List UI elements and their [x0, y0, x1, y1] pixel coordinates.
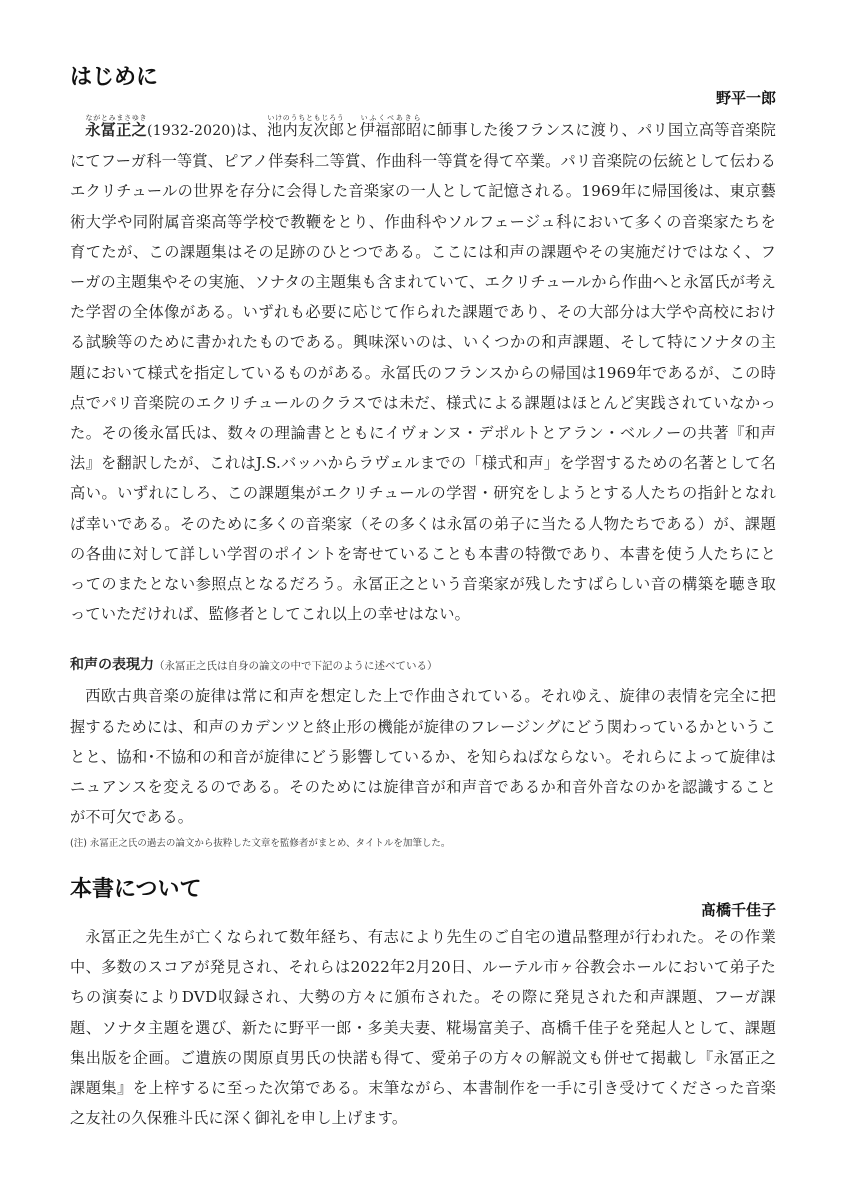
about-book-section: [70, 874, 776, 1133]
about-book-title: 本書について: [70, 877, 202, 902]
intro-text-c: に師事した後フランスに渡り、パリ国立高等音楽院にてフーガ科一等賞、ピアノ伴奏科二等賞、作曲科一等賞を得て卒業。パリ音楽院の伝統として伝わるエクリチュールの世界を存分に会得した音楽家の一人として記憶される。1969年に帰国後は、東京藝術大学や同附属音楽高等学校で教鞭をとり、作曲科やソルフェージュ科において多くの音楽家たちを育てたが、この課題集はその足跡のひとつである。ここには和声の課題やその実施だけではなく、フーガの主題集やその実施、ソナタの主題集も含まれていて、エクリチュールから作曲へと永冨氏が考えた学習の全体像がある。いずれも必要に応じて作られた課題であり、その大部分は大学や高校における試験等のために書かれたものである。興味深いのは、いくつかの和声課題、そして特にソナタの主題において様式を指定しているものがある。永冨氏のフランスからの帰国は1969年であるが、この時点でパリ音楽院のエクリチュールのクラスでは未だ、様式による課題はほとんど実践されていなかった。その後永冨氏は、数々の理論書とともにイヴォンヌ・デポルトとアラン・ベルノーの共著『和声法』を翻訳したが、これはJ.S.バッハからラヴェルまでの「様式和声」を学習するための名著として名高い。いずれにしろ、この課題集がエクリチュールの学習・研究をしようとする人たちの指針となれば幸いである。そのために多くの音楽家（その多くは永冨の弟子に当たる人物たちである）が、課題の各曲に対して詳しい学習のポイントを寄せていることも本書の特徴であり、本書を使う人たちにとってのまたとない参照点となるだろう。永冨正之という音楽家が残したすばらしい音の構築を聴き取っていただければ、監修者としてこれ以上の幸せはない。: [70, 121, 777, 624]
lifespan: (1932-2020): [146, 123, 237, 139]
intro-section: [70, 62, 776, 852]
harmony-heading-note: （永冨正之氏は自身の論文の中で下記のように述べている）: [154, 660, 438, 673]
teacher-2-ruby: いふくべあきら: [359, 114, 422, 122]
about-book-heading-row: [70, 874, 776, 919]
teacher-1: 池内友次郎いけのうちともじろう: [267, 114, 345, 139]
lead-name: 永冨正之ながとみまさゆき: [85, 114, 147, 139]
harmony-paragraph: 西欧古典音楽の旋律は常に和声を想定した上で作曲されている。それゆえ、旋律の表情を完全に把握するためには、和声のカデンツと終止形の機能が旋律のフレージングにどう関わっているかということと、協和･不協和の和音が旋律にどう影響しているか、を知らねばならない。それらによって旋律はニュアンスを変えるのである。そのためには旋律音が和声音であるか和音外音なのかを認識することが不可欠である。: [70, 687, 776, 827]
about-book-paragraph: 永冨正之先生が亡くなられて数年経ち、有志により先生のご自宅の遺品整理が行われた。その作業中、多数のスコアが発見され、それらは2022年2月20日、ルーテル市ヶ谷教会ホールにおいて弟子たちの演奏によりDVD収録され、大勢の方々に頒布された。その際に発見された和声課題、フーガ課題、ソナタ主題を選び、新たに野平一郎・多美夫妻、糀場富美子、髙橋千佳子を発起人として、課題集出版を企画。ご遺族の関原貞男氏の快諾も得て、愛弟子の方々の解説文も併せて掲載し『永冨正之 課題集』を上梓するに至った次第である。末筆ながら、本書制作を一手に引き受けてくださった音楽之友社の久保雅斗氏に深く御礼を申し上げます。: [70, 928, 776, 1128]
harmony-footnote: (注) 永冨正之氏の過去の論文から抜粋した文章を監修者がまとめ、タイトルを加筆した。: [70, 838, 451, 850]
intro-author: 野平一郎: [715, 89, 776, 107]
intro-title: はじめに: [70, 65, 159, 90]
teacher-1-ruby: いけのうちともじろう: [267, 114, 345, 122]
harmony-heading-row: [70, 651, 776, 679]
intro-text-b: と: [344, 121, 360, 139]
intro-text-a: は、: [236, 121, 268, 139]
about-book-author: 髙橋千佳子: [700, 901, 776, 919]
lead-name-ruby: ながとみまさゆき: [85, 114, 147, 122]
harmony-heading: 和声の表現力: [70, 657, 154, 674]
intro-paragraph: [70, 114, 776, 629]
intro-heading-row: [70, 62, 776, 107]
teacher-2: 伊福部昭いふくべあきら: [359, 114, 422, 139]
